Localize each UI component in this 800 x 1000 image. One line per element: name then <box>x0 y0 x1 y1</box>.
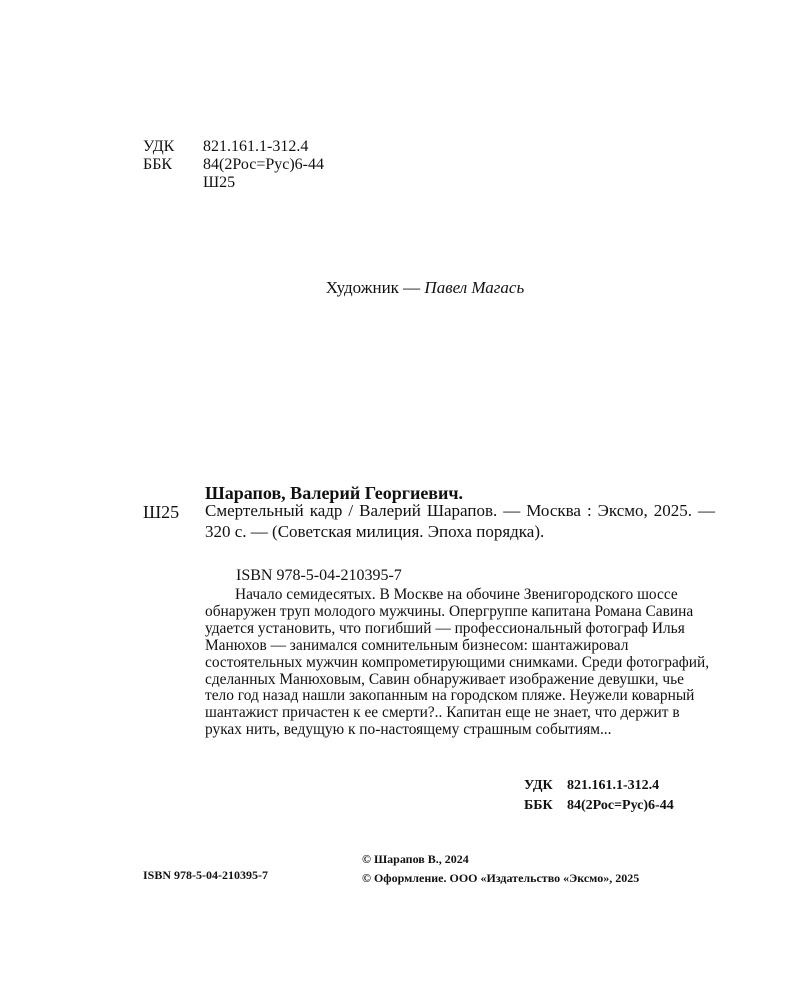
udk-value: 821.161.1-312.4 <box>203 138 309 155</box>
artist-credit <box>0 278 800 298</box>
annotation-text: Начало семидесятых. В Москве на обочине Звенигородского шоссе обнаружен труп молодого мужчины. Опергруппе капитана Романа Савина удается установить, что погибший — профессиональный фотограф Илья Манюхов — занимался сомнительным бизнесом: шантажировал состоятельных мужчин компрометирующими снимками. Среди фотографий, сделанных Манюховым, Савин обнаруживает изображение девушки, чье тело год назад нашли закопанным на городском пляже. Неужели коварный шантажист причастен к ее смерти?.. Капитан еще не знает, что держит в руках нить, ведущую к по-настоящему страшным событиям... <box>205 586 710 739</box>
cutter-code: Ш25 <box>203 174 236 191</box>
cutter-row <box>143 174 324 192</box>
bbk-value: 84(2Рос=Рус)6-44 <box>203 156 325 173</box>
annotation <box>205 587 710 739</box>
bottom-udk-label: УДК <box>524 778 553 793</box>
copyright-author: © Шарапов В., 2024 <box>362 852 469 866</box>
bottom-bbk-value: 84(2Рос=Рус)6-44 <box>567 798 674 813</box>
bbk-label: ББК <box>143 156 173 173</box>
copyright-block <box>362 850 639 888</box>
bibliographic-description: Смертельный кадр / Валерий Шарапов. — Москва : Эксмо, 2025. — 320 с. — (Советская милиция. Эпоха порядка). <box>205 501 715 541</box>
udk-row <box>143 138 324 156</box>
artist-label: Художник — <box>325 278 425 297</box>
top-classification-codes <box>143 138 324 192</box>
bottom-udk-value: 821.161.1-312.4 <box>567 778 660 793</box>
bottom-bbk-row <box>524 796 674 816</box>
udk-label: УДК <box>143 138 175 155</box>
bottom-udk-row <box>524 776 674 796</box>
bottom-classification-codes <box>524 776 674 816</box>
copyright-design: © Оформление. ООО «Издательство «Эксмо», 2025 <box>362 871 640 885</box>
author-heading: Шарапов, Валерий Георгиевич. <box>205 483 464 503</box>
record-cutter-code: Ш25 <box>143 502 180 522</box>
bottom-isbn: ISBN 978-5-04-210395-7 <box>143 868 268 882</box>
artist-name: Павел Магась <box>424 278 525 297</box>
record-isbn: ISBN 978-5-04-210395-7 <box>236 567 402 584</box>
bottom-bbk-label: ББК <box>524 798 553 813</box>
bbk-row <box>143 156 324 174</box>
